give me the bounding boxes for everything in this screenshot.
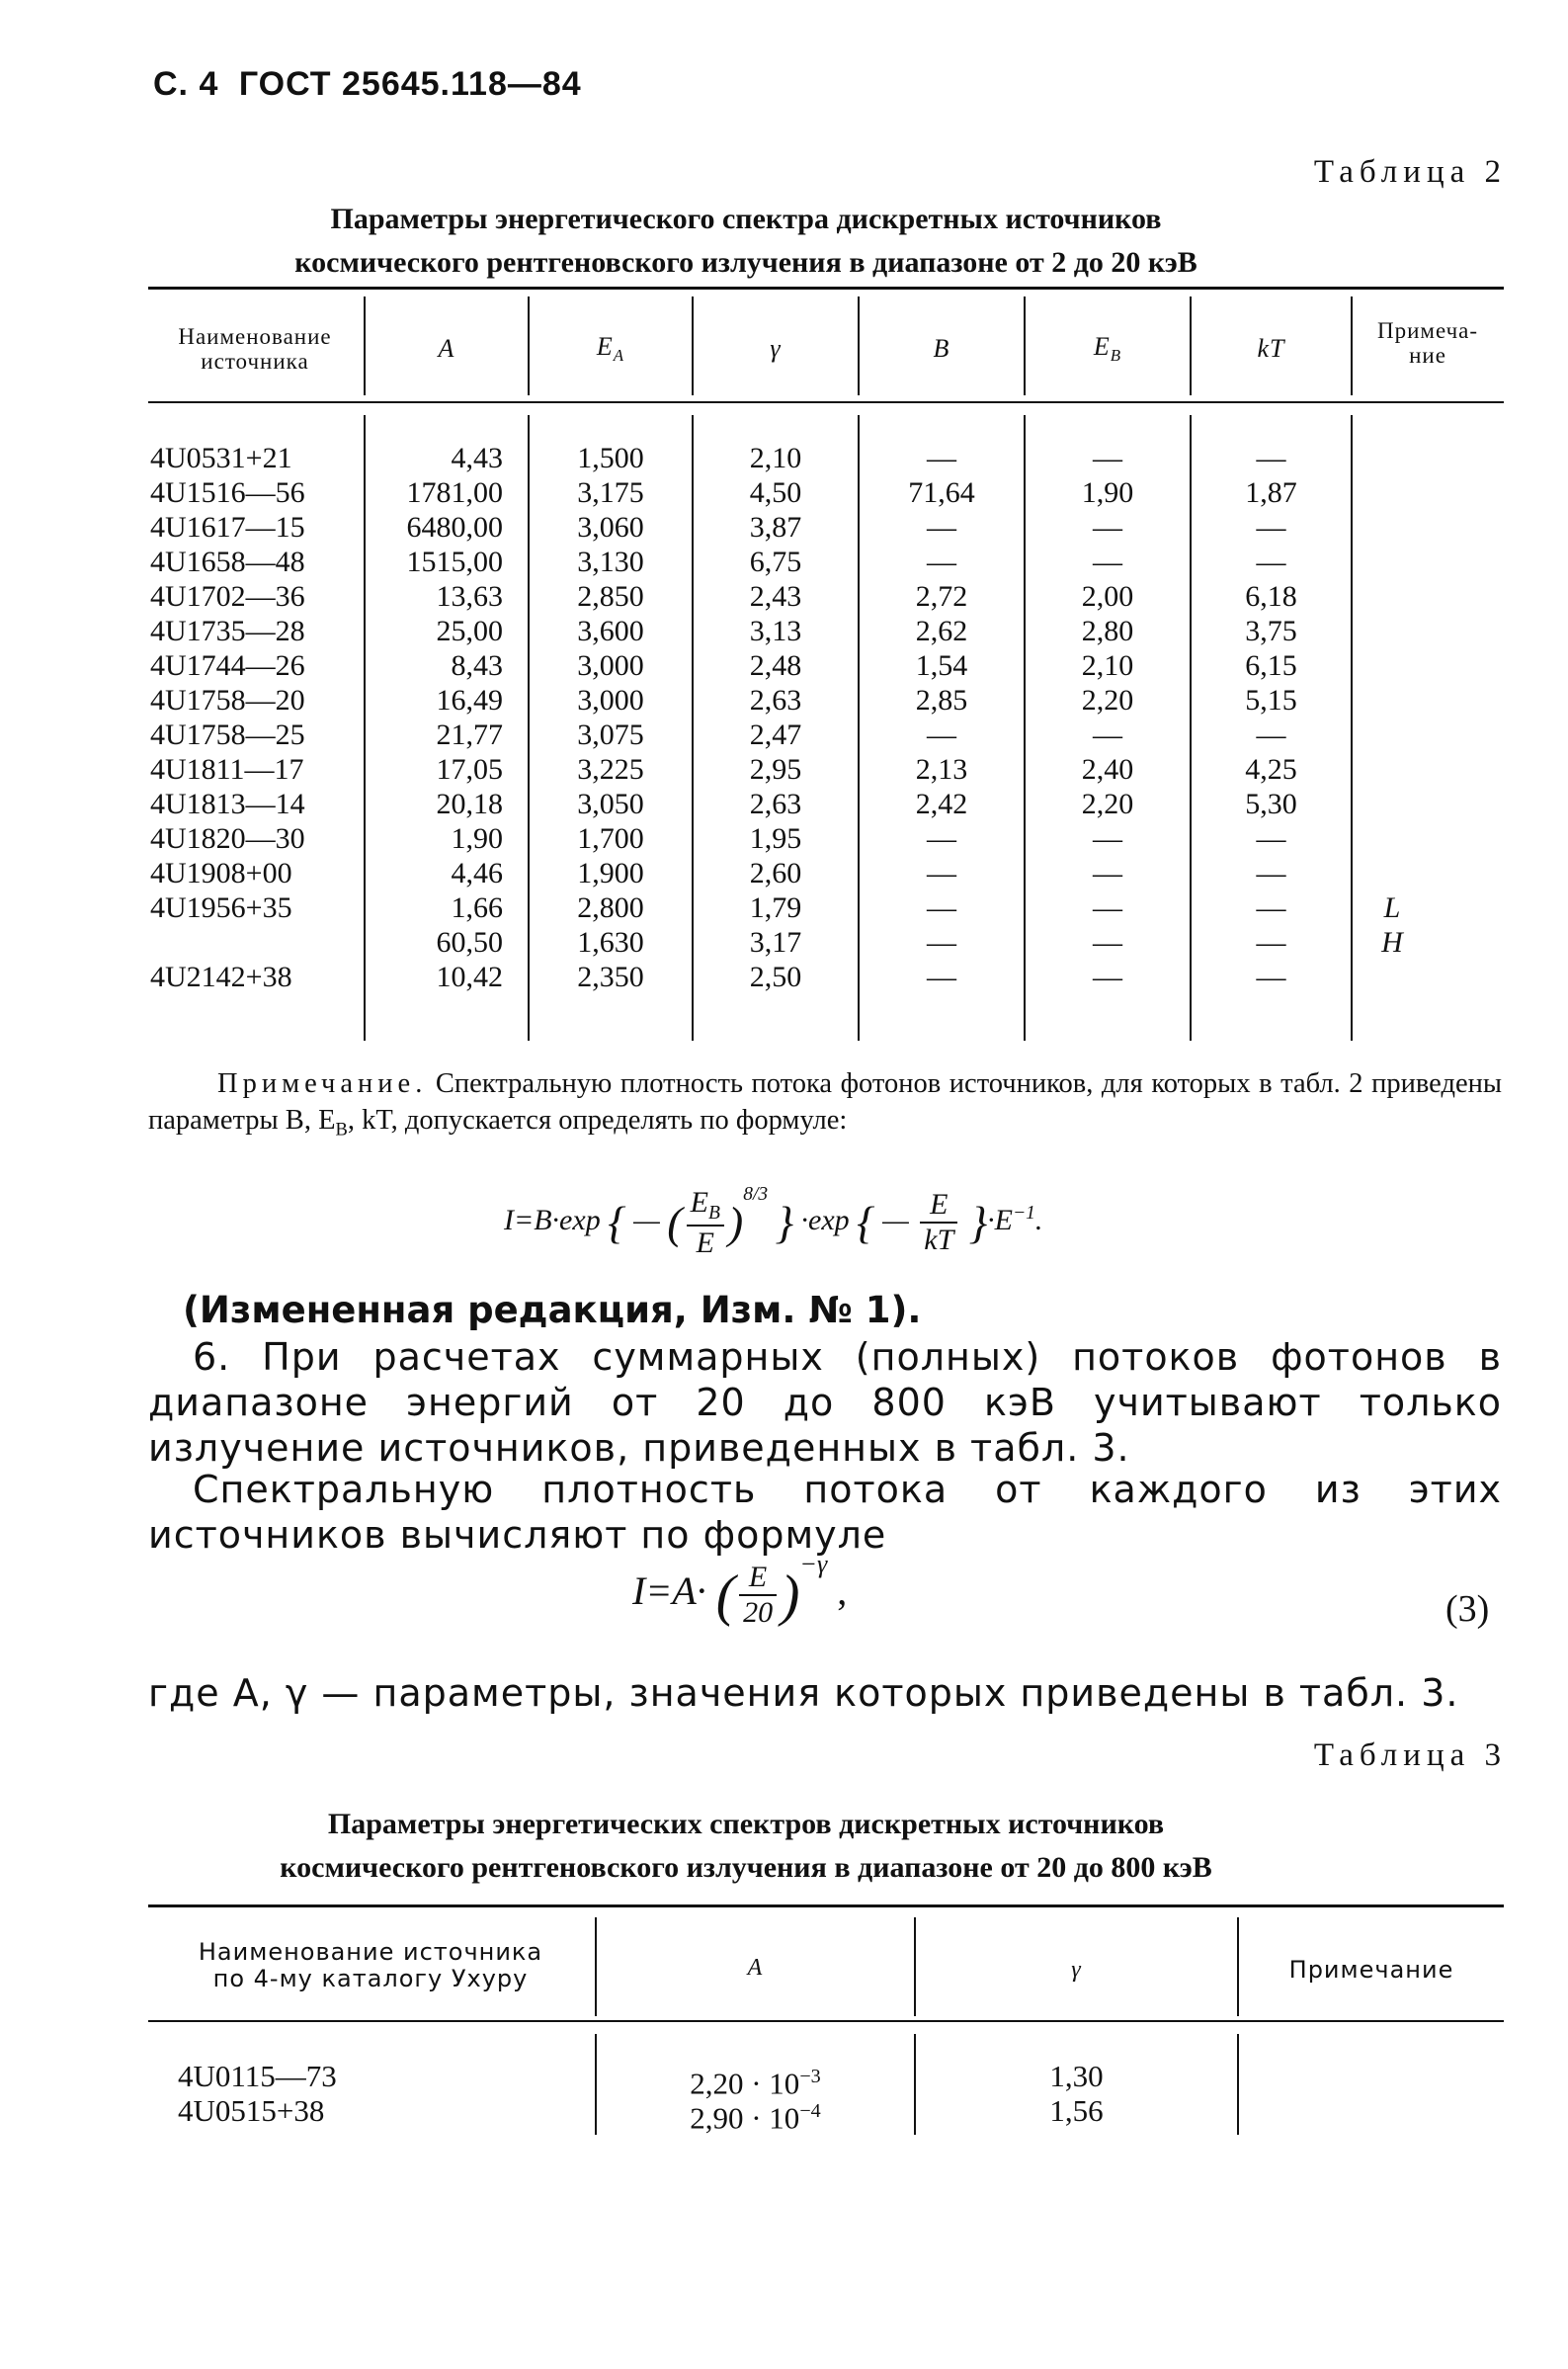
table2-col-kT: — 1,87 — — 6,18 3,75 6,15 5,15 — 4,25 5,30 — — — — —: [1245, 442, 1297, 993]
table3-header-name: Наименование источника по 4-му каталогу Ухуру: [198, 1938, 543, 1992]
table2-label: Таблица 2: [1313, 154, 1507, 190]
table2-col-A: 4,43 1781,00 6480,00 1515,00 13,63 25,00 8,43 16,49 21,77 17,05 20,18 1,90 4,46 1,66 60,50 10,42: [406, 442, 503, 993]
page-header: [153, 65, 582, 104]
table2-caption-line1: Параметры энергетического спектра дискретных источников: [330, 203, 1162, 235]
table2-header-kT: kT: [1257, 334, 1285, 363]
standard-title: ГОСТ 25645.118—84: [238, 65, 582, 103]
table2-vline: [364, 415, 366, 1041]
table3-cell-name: 4U0515+38: [178, 2093, 325, 2128]
table3-cell-A: $2,90 \cdot 10^{-4}$: [690, 2100, 821, 2136]
formula-spectral-density-3: I=A· ( $\frac{E}{20}$ )$^{-\gamma}$ ,: [632, 1550, 848, 1629]
table2-header-gamma: γ: [770, 334, 782, 363]
table3-cell-A: $2,20 \cdot 10^{-3}$: [690, 2066, 821, 2101]
table2-col-EB: — 1,90 — — 2,00 2,80 2,10 2,20 — 2,40 2,20 — — — — —: [1081, 442, 1134, 993]
table3-top-rule: [148, 1904, 1504, 1907]
table2-col-EA: 1,500 3,175 3,060 3,130 2,850 3,600 3,000 3,000 3,075 3,225 3,050 1,700 1,900 2,800 1,630 2,350: [577, 442, 644, 993]
table3-header-rule: [148, 2020, 1504, 2022]
table3-header-note: Примечание: [1288, 1956, 1454, 1984]
table3-caption-line2: космического рентгеновского излучения в диапазоне от 20 до 800 кэВ: [280, 1851, 1212, 1884]
table3-header-gamma: γ: [1071, 1957, 1082, 1983]
note-text-end: , kT, допускается определять по формуле:: [347, 1105, 848, 1136]
note-label: Примечание.: [217, 1068, 428, 1099]
table2-caption: [148, 198, 1344, 285]
table2-col-name: 4U0531+21 4U1516—56 4U1617—15 4U1658—48 4U1702—36 4U1735—28 4U1744—26 4U1758—20 4U1758—25 4U1811—17 4U1813—14 4U1820—30 4U1908+00 4U1956+35 4U2142+38: [150, 442, 305, 993]
table3-vline: [1237, 2034, 1239, 2135]
table3-caption-line1: Параметры энергетических спектров дискретных источников: [327, 1808, 1165, 1840]
table2-header-rule: [148, 401, 1504, 403]
table2-header-name: Наименование источника: [178, 324, 332, 374]
where-text: где A, γ — параметры, значения которых приведены в табл. 3.: [148, 1671, 1459, 1715]
table2-header-note: Примеча- ние: [1376, 318, 1479, 368]
equation-number: (3): [1445, 1588, 1490, 1630]
table2-header-B: B: [933, 334, 950, 363]
table2-top-rule: [148, 287, 1504, 290]
paragraph-6: 6. При расчетах суммарных (полных) потоков фотонов в диапазоне энергий от 20 до 800 кэВ учитывают только излучение источников, приведенных в табл. 3.: [148, 1335, 1502, 1470]
table2-header-EA: $E_A$: [596, 332, 625, 366]
note-text: Спектральную плотность потока фотонов источников, для которых в табл. 2 приведены параметры B, E: [148, 1068, 1502, 1136]
table2-caption-line2: космического рентгеновского излучения в диапазоне от 2 до 20 кэВ: [294, 246, 1197, 279]
table3-cell-gamma: 1,30: [1049, 2059, 1104, 2093]
edit-note: (Измененная редакция, Изм. № 1).: [183, 1289, 922, 1331]
table3-label: Таблица 3: [1313, 1737, 1507, 1773]
table2-col-note: L H: [1381, 891, 1403, 959]
table3-cell-name: 4U0115—73: [178, 2059, 337, 2093]
formula-spectral-density-1: I=B·exp { — ( $\frac{E_B}{E}$ )$^{8/3}$ } ·exp { — $\frac{E}{kT}$ }$\cdot E^{-1}$.: [504, 1184, 1043, 1259]
table3-caption: [148, 1803, 1344, 1890]
table2-note: Примечание. Спектральную плотность потока фотонов источников, для которых в табл. 2 приведены параметры B, $E_B$, kT, допускается определять по формуле:: [148, 1068, 1502, 1141]
table2-col-B: — 71,64 — — 2,72 2,62 1,54 2,85 — 2,13 2,42 — — — — —: [908, 442, 975, 993]
table2-col-gamma: 2,10 4,50 3,87 6,75 2,43 3,13 2,48 2,63 2,47 2,95 2,63 1,95 2,60 1,79 3,17 2,50: [749, 442, 802, 993]
table2-header-EB: $E_B$: [1093, 332, 1122, 366]
paragraph-spectral: Спектральную плотность потока от каждого из этих источников вычисляют по формуле: [148, 1468, 1502, 1557]
table2-header-A: A: [438, 334, 455, 363]
table3-cell-gamma: 1,56: [1049, 2093, 1104, 2128]
table3-header-A: A: [747, 1955, 764, 1981]
page-number: С. 4: [153, 65, 219, 103]
